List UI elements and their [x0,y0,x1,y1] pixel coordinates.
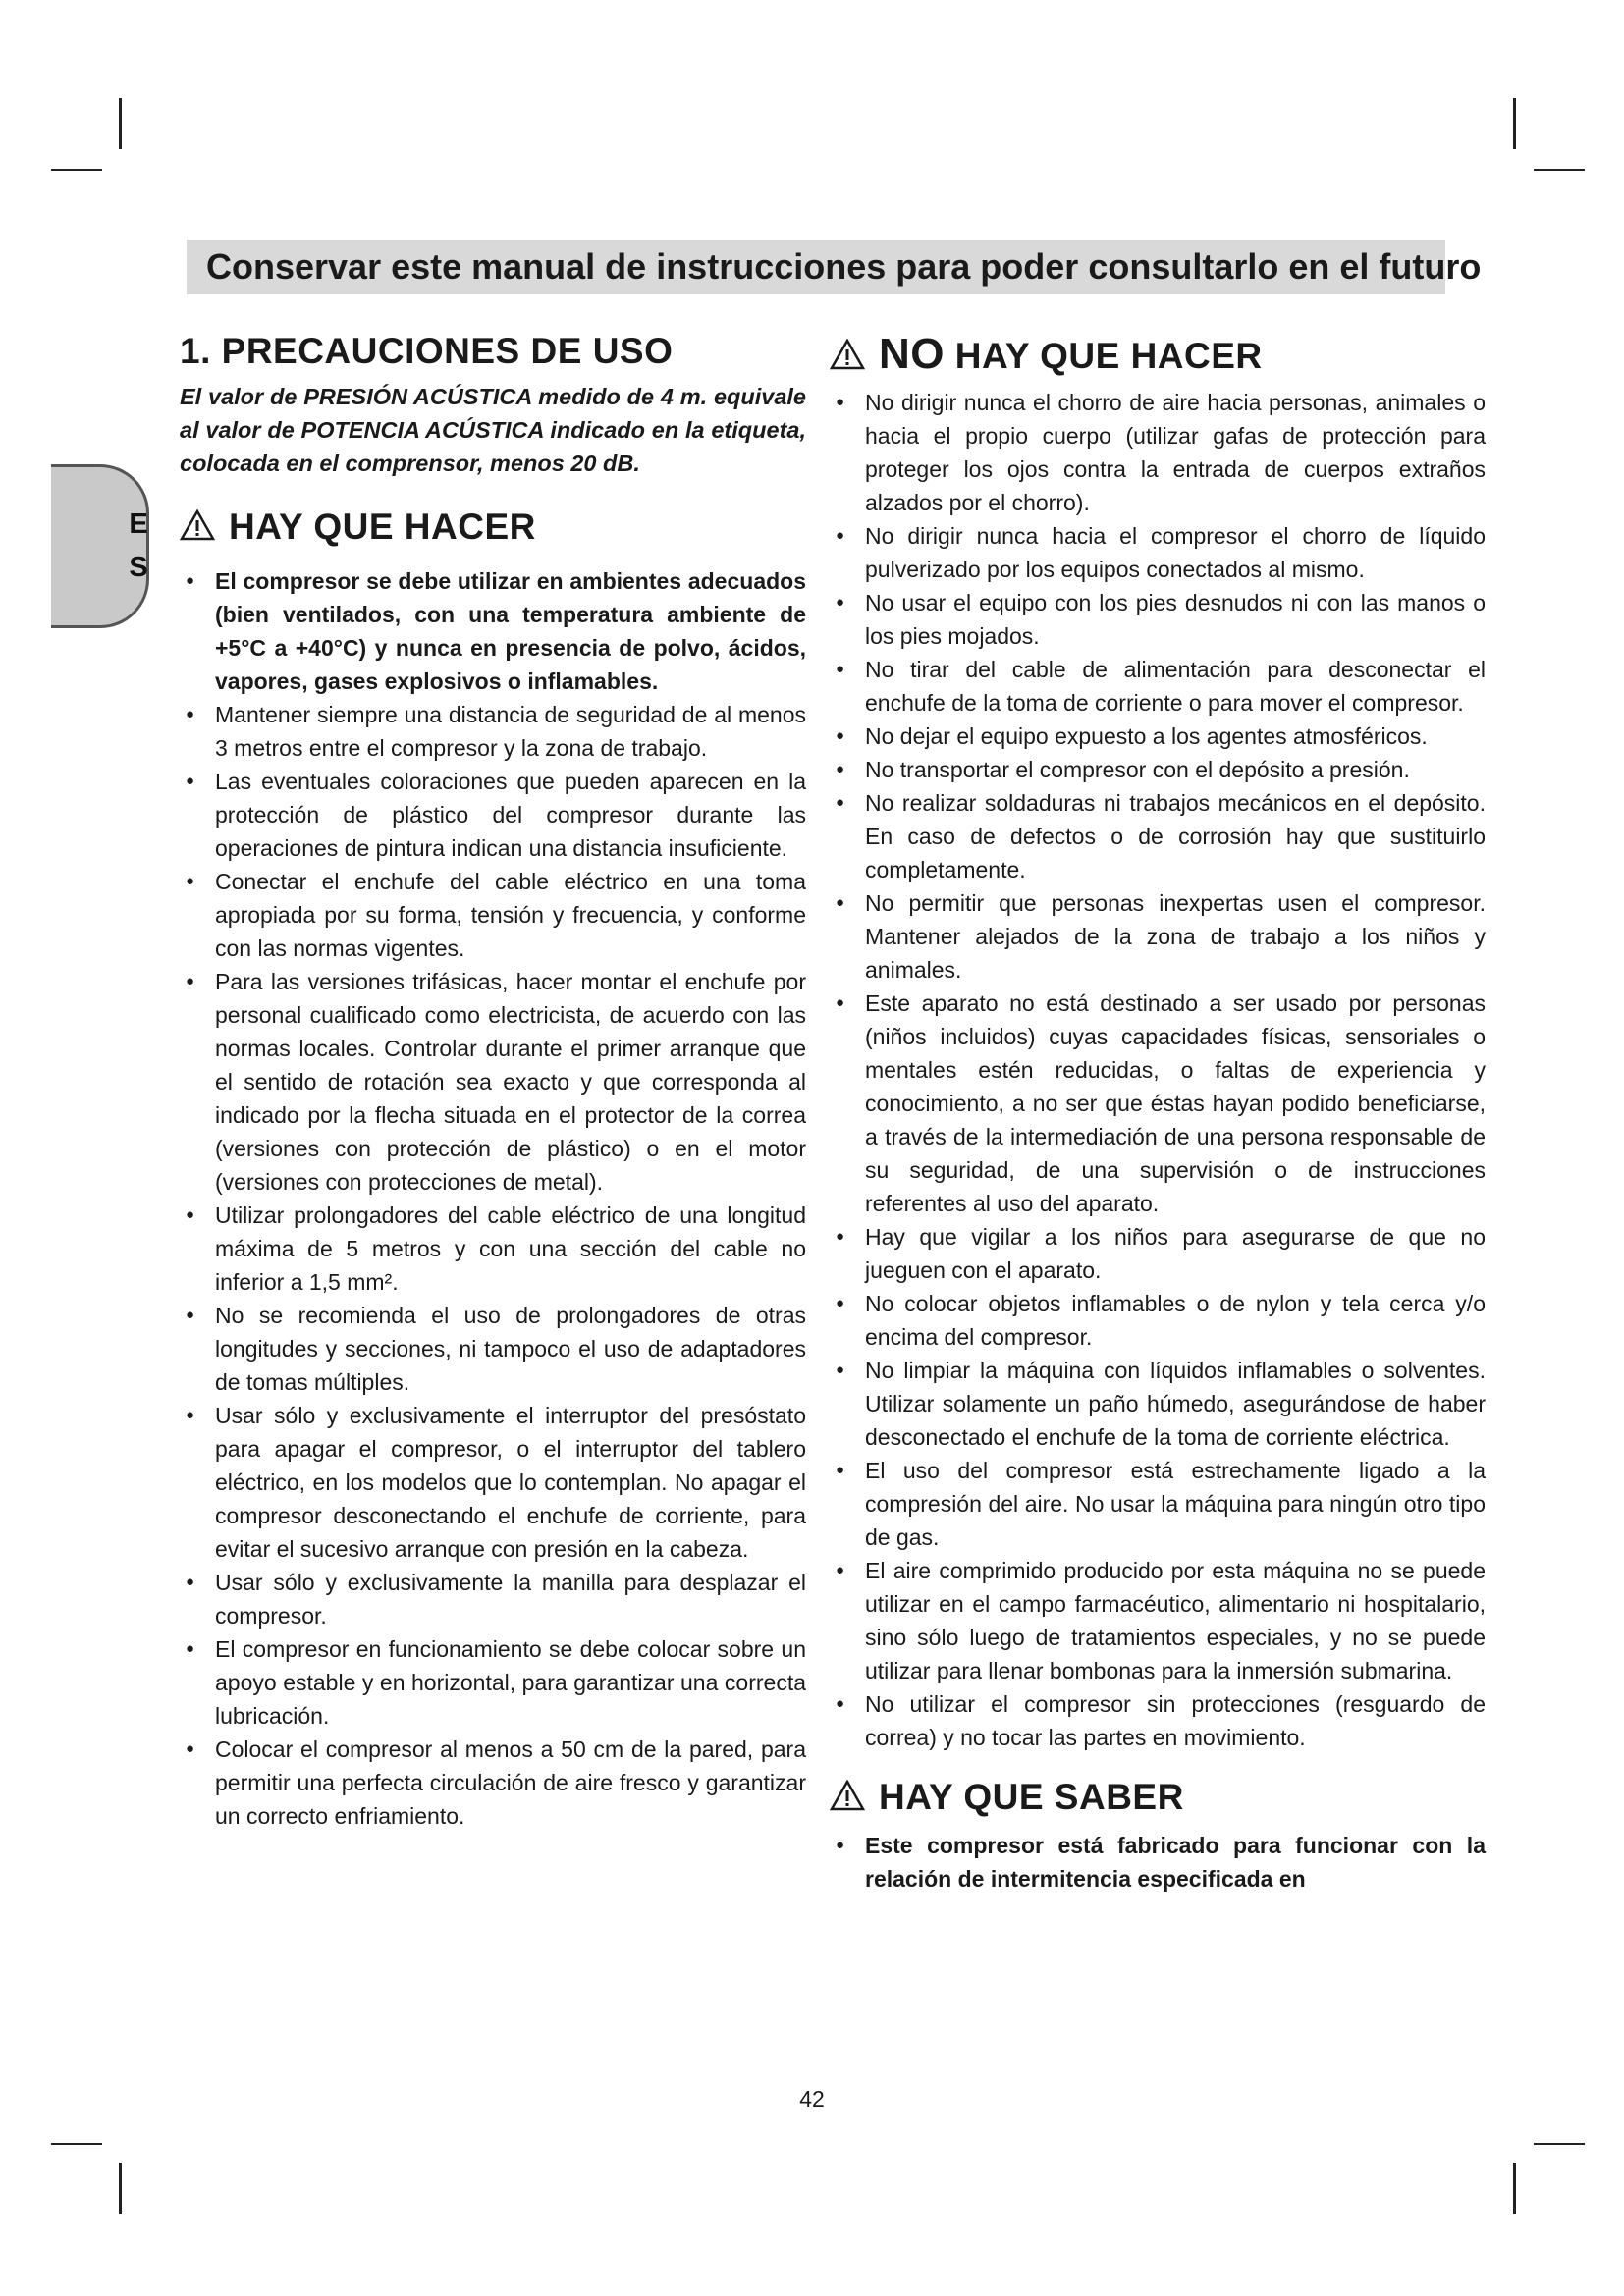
list-item: ● No utilizar el compresor sin protecciones (resguardo de correa) y no tocar las partes en movimiento. [830,1687,1486,1754]
list-item: ● Usar sólo y exclusivamente la manilla para desplazar el compresor. [180,1566,806,1632]
list-item: ● Las eventuales coloraciones que pueden aparecen en la protección de plástico del compresor durante las operaciones de pintura indican una distancia insuficiente. [180,765,806,865]
list-item: ● Utilizar prolongadores del cable eléctrico de una longitud máxima de 5 metros y con una sección del cable no inferior a 1,5 mm². [180,1199,806,1299]
left-column [180,329,806,1833]
no-hay-que-hacer-title-no: NO [879,330,945,378]
no-hay-que-hacer-heading [830,329,1486,384]
acoustic-pressure-note: El valor de PRESIÓN ACÚSTICA medido de 4 m. equivale al valor de POTENCIA ACÚSTICA indicado en la etiqueta, colocada en el comprensor, menos 20 dB. [180,384,806,476]
hay-que-saber-heading [830,1772,1486,1825]
section-title: 1. PRECAUCIONES DE USO [180,331,674,371]
list-item: ● No tirar del cable de alimentación para desconectar el enchufe de la toma de corriente o para mover el compresor. [830,653,1486,720]
list-item: ● No transportar el compresor con el depósito a presión. [830,753,1486,786]
list-item: ● Este compresor está fabricado para funcionar con la relación de intermitencia especificada en [830,1829,1486,1896]
list-item: ● No dejar el equipo expuesto a los agentes atmosféricos. [830,720,1486,753]
crop-mark [51,169,102,171]
list-item: ● No limpiar la máquina con líquidos inflamables o solventes. Utilizar solamente un paño húmedo, asegurándose de haber desconectado el enchufe de la toma de corriente eléctrica. [830,1354,1486,1454]
list-item: ● Para las versiones trifásicas, hacer montar el enchufe por personal cualificado como electricista, de acuerdo con las normas locales. Controlar durante el primer arranque que el sentido de rotación sea exacto y que corresponda al indicado por la flecha situada en el protector de la correa (versiones con protección de plástico) o en el motor (versiones con protecciones de metal). [180,965,806,1199]
list-item: ● No realizar soldaduras ni trabajos mecánicos en el depósito. En caso de defectos o de corrosión hay que sustituirlo completamente. [830,786,1486,886]
list-item: ● Mantener siempre una distancia de seguridad de al menos 3 metros entre el compresor y la zona de trabajo. [180,698,806,765]
crop-mark [1534,2143,1585,2145]
list-item: ● No se recomienda el uso de prolongadores de otras longitudes y secciones, ni tampoco el uso de adaptadores de tomas múltiples. [180,1299,806,1399]
list-item: ● El compresor se debe utilizar en ambientes adecuados (bien ventilados, con una temperatura ambiente de +5°C a +40°C) y nunca en presencia de polvo, ácidos, vapores, gases explosivos o inflamables. [180,564,806,698]
language-letter-s: S [129,552,148,583]
hay-que-hacer-list [180,564,806,1833]
hay-que-saber-list [830,1829,1486,1896]
warning-triangle-icon [180,504,215,555]
hay-que-hacer-heading [180,502,806,555]
list-item: ● Colocar el compresor al menos a 50 cm de la pared, para permitir una perfecta circulación de aire fresco y garantizar un correcto enfriamiento. [180,1733,806,1833]
warning-triangle-icon [830,333,865,384]
list-item: ● Conectar el enchufe del cable eléctrico en una toma apropiada por su forma, tensión y frecuencia, y conforme con las normas vigentes. [180,865,806,965]
page-number: 42 [799,2086,825,2111]
crop-mark [1513,2163,1516,2214]
crop-mark [51,2143,102,2145]
crop-mark [119,2163,122,2214]
crop-mark [1513,98,1516,149]
list-item: ● Este aparato no está destinado a ser usado por personas (niños incluidos) cuyas capacidades físicas, sensoriales o mentales estén reducidas, o faltas de experiencia y conocimiento, a no ser que éstas hayan podido beneficiarse, a través de la intermediación de una persona responsable de su seguridad, de una supervisión o de instrucciones referentes al uso del aparato. [830,987,1486,1220]
no-hay-que-hacer-title-rest: HAY QUE HACER [954,336,1263,376]
hay-que-saber-title: HAY QUE SABER [879,1777,1184,1818]
language-letter-e: E [129,508,148,540]
list-item: ● El uso del compresor está estrechamente ligado a la compresión del aire. No usar la máquina para ningún otro tipo de gas. [830,1454,1486,1554]
no-hay-que-hacer-list [830,386,1486,1754]
warning-triangle-icon [830,1774,865,1825]
list-item: ● No usar el equipo con los pies desnudos ni con las manos o los pies mojados. [830,586,1486,653]
right-column [830,329,1486,1896]
list-item: ● No permitir que personas inexpertas usen el compresor. Mantener alejados de la zona de trabajo a los niños y animales. [830,886,1486,987]
list-item: ● Hay que vigilar a los niños para asegurarse de que no jueguen con el aparato. [830,1220,1486,1287]
list-item: ● El aire comprimido producido por esta máquina no se puede utilizar en el campo farmacéutico, alimentario ni hospitalario, sino sólo luego de tratamientos especiales, y no se puede utilizar para llenar bombonas para la inmersión submarina. [830,1554,1486,1687]
crop-mark [119,98,122,149]
list-item: ● El compresor en funcionamiento se debe colocar sobre un apoyo estable y en horizontal, para garantizar una correcta lubricación. [180,1632,806,1733]
hay-que-hacer-title: HAY QUE HACER [229,507,536,547]
list-item: ● No dirigir nunca hacia el compresor el chorro de líquido pulverizado por los equipos conectados al mismo. [830,519,1486,586]
list-item: ● No colocar objetos inflamables o de nylon y tela cerca y/o encima del compresor. [830,1287,1486,1354]
list-item: ● No dirigir nunca el chorro de aire hacia personas, animales o hacia el propio cuerpo (utilizar gafas de protección para proteger los ojos contra la entrada de cuerpos extraños alzados por el chorro). [830,386,1486,519]
header-banner: Conservar este manual de instrucciones para poder consultarlo en el futuro [187,240,1445,294]
language-tab [51,464,149,628]
list-item: ● Usar sólo y exclusivamente el interruptor del presóstato para apagar el compresor, o el interruptor del tablero eléctrico, en los modelos que lo contemplan. No apagar el compresor desconectando el enchufe de corriente, para evitar el sucesivo arranque con presión en la cabeza. [180,1399,806,1566]
crop-mark [1534,169,1585,171]
